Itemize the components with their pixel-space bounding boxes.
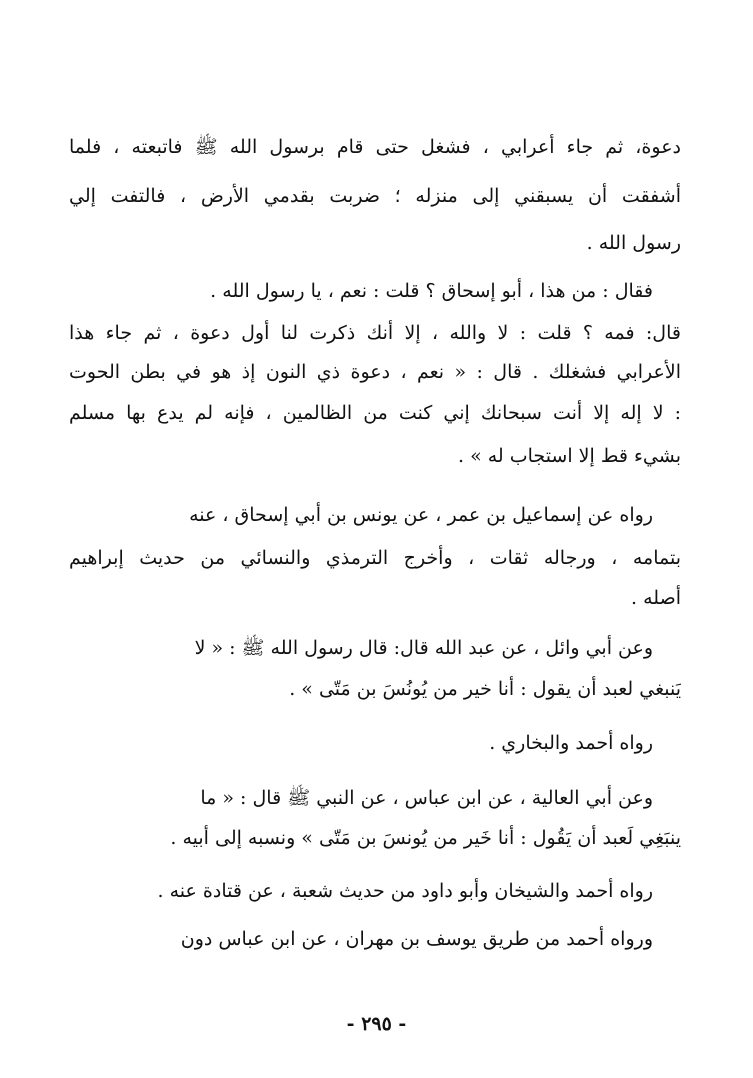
text-line: فقال : من هذا ، أبو إسحاق ؟ قلت : نعم ، يا رسول الله . (210, 280, 653, 302)
text-line: : لا إله إلا أنت سبحانك إني كنت من الظالمين ، فإنه لم يدع بها مسلم (69, 402, 681, 424)
text-line: الأعرابي فشغلك . قال : « نعم ، دعوة ذي النون إذ هو في بطن الحوت (69, 361, 681, 383)
text-line: بشيء قط إلا استجاب له » . (458, 445, 681, 467)
text-line: وعن أبي وائل ، عن عبد الله قال: قال رسول الله ﷺ : « لا (194, 637, 653, 659)
text-line: يَنبغي لعبد أن يقول : أنا خير من يُونُسَ بن مَتّى » . (289, 678, 681, 700)
text-line: أشفقت أن يسبقني إلى منزله ؛ ضربت بقدمي الأرض ، فالتفت إلي (69, 185, 681, 207)
text-line: ورواه أحمد من طريق يوسف بن مهران ، عن ابن عباس دون (180, 928, 653, 950)
text-line: رواه أحمد والبخاري . (489, 732, 653, 754)
text-line: قال: فمه ؟ قلت : لا والله ، إلا أنك ذكرت لنا أول دعوة ، ثم جاء هذا (69, 322, 681, 344)
text-line: رسول الله . (586, 232, 681, 254)
text-line: رواه عن إسماعيل بن عمر ، عن يونس بن أبي إسحاق ، عنه (189, 504, 653, 526)
text-line: رواه أحمد والشيخان وأبو داود من حديث شعبة ، عن قتادة عنه . (157, 880, 653, 902)
text-line: بتمامه ، ورجاله ثقات ، وأخرج الترمذي والنسائي من حديث إبراهيم (69, 547, 681, 569)
text-line: أصله . (631, 587, 681, 609)
text-line: دعوة، ثم جاء أعرابي ، فشغل حتى قام برسول الله ﷺ فاتبعته ، فلما (69, 136, 681, 158)
text-line: وعن أبي العالية ، عن ابن عباس ، عن النبي ﷺ قال : « ما (200, 787, 653, 809)
text-line: ينبَغِي لَعبد أن يَقُول : أنا خَير من يُونسَ بن مَتّى » ونسبه إلى أبيه . (170, 827, 681, 849)
page-number: - ٢٩٥ - (346, 1013, 407, 1035)
